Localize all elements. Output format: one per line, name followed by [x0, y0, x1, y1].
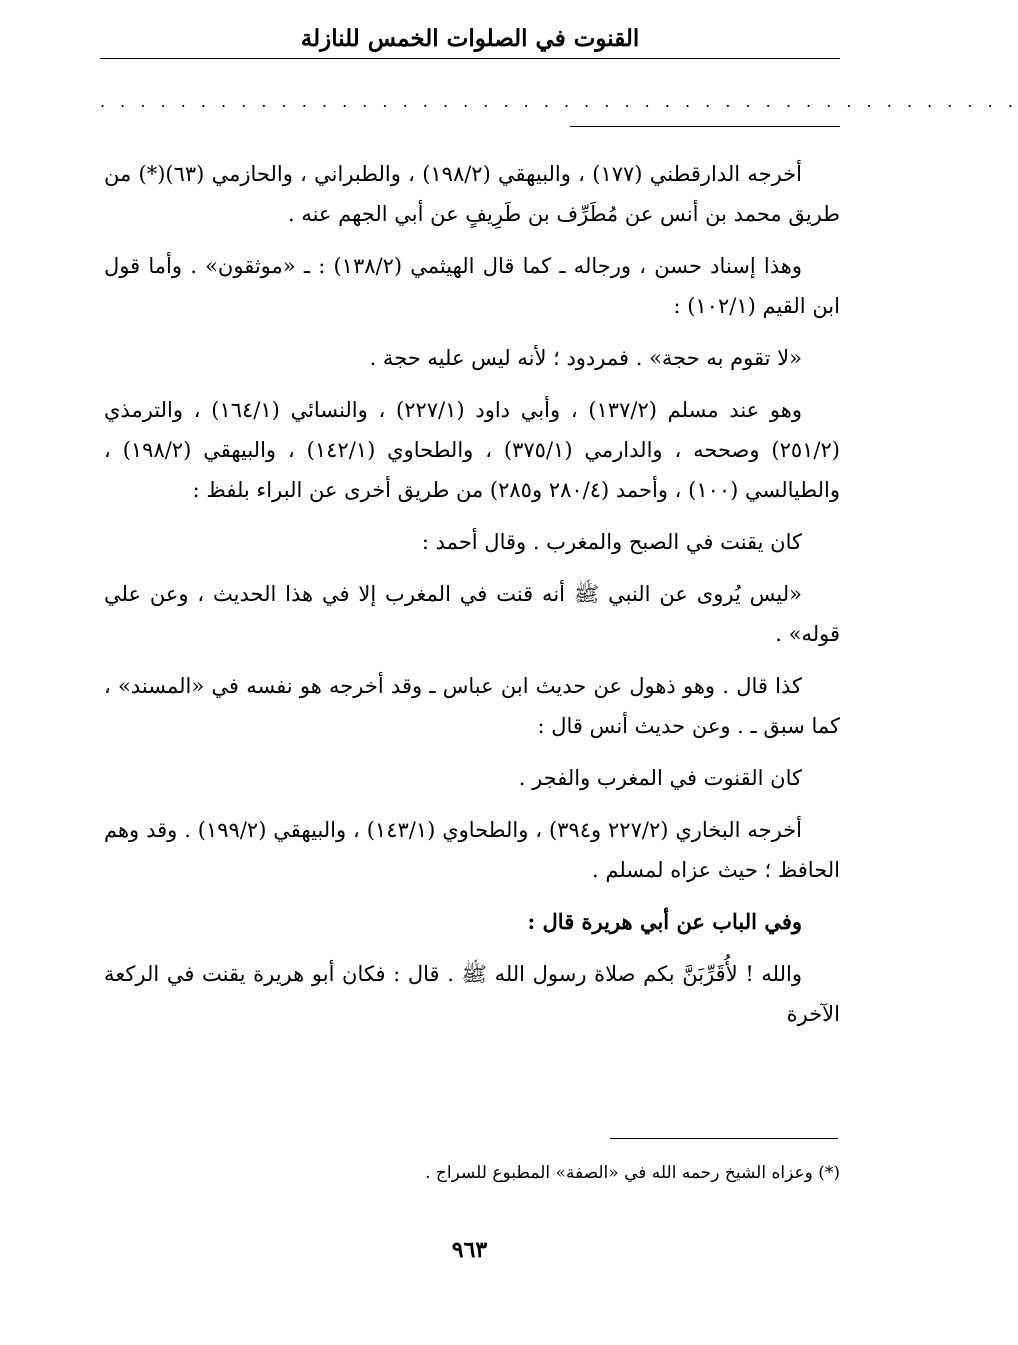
- footnote-rule: [610, 1138, 838, 1139]
- short-rule: [570, 126, 840, 127]
- paragraph-hadith-1: كان يقنت في الصبح والمغرب . وقال أحمد :: [421, 530, 802, 554]
- dotted-separator: . . . . . . . . . . . . . . . . . . . . . . . . . . . . . . . . . . . . . . . . . . . . . .: [100, 92, 1018, 111]
- paragraph-quote-2: «ليس يُروى عن النبي ﷺ أنه قنت في المغرب إلا في هذا الحديث ، وعن علي قوله» .: [104, 582, 840, 646]
- paragraph-takhrij-2: أخرجه البخاري (٢٢٧/٢ و٣٩٤) ، والطحاوي (١٤٣/١) ، والبيهقي (١٩٩/٢) . وقد وهم الحافظ ؛ حيث عزاه لمسلم .: [104, 818, 840, 882]
- paragraph-abu-hurayra: وفي الباب عن أبي هريرة قال :: [527, 909, 802, 934]
- paragraph-quote-1: «لا تقوم به حجة» . فمردود ؛ لأنه ليس عليه حجة .: [369, 346, 802, 370]
- paragraph-hadith-2: كان القنوت في المغرب والفجر .: [518, 766, 802, 790]
- body-text: [104, 154, 840, 1046]
- running-header-title: القنوت في الصلوات الخمس للنازلة: [300, 25, 640, 52]
- header-rule: [100, 58, 840, 59]
- paragraph-takhrij-1: أخرجه الدارقطني (١٧٧) ، والبيهقي (١٩٨/٢) ، والطبراني ، والحازمي (٦٣)(*) من طريق محمد بن أنس عن مُطَرِّف بن طَرِيفٍ عن أبي الجهم عنه .: [104, 162, 840, 226]
- paragraph-muslim: وهو عند مسلم (١٣٧/٢) ، وأبي داود (٢٢٧/١) ، والنسائي (١٦٤/١) ، والترمذي (٢٥١/٢) وصححه ، والدارمي (٣٧٥/١) ، والطحاوي (١٤٢/١) ، والبيهقي (١٩٨/٢) ، والطيالسي (١٠٠) ، وأحمد (٢٨٠/٤ و٢٨٥) من طريق أخرى عن البراء بلفظ :: [104, 398, 840, 502]
- footnote: (*) وعزاه الشيخ رحمه الله في «الصفة» المطبوع للسراج .: [425, 1163, 840, 1183]
- paragraph-isnad: وهذا إسناد حسن ، ورجاله ـ كما قال الهيثمي (١٣٨/٢) : ـ «موثقون» . وأما قول ابن القيم (١٠٢/١) :: [104, 254, 840, 318]
- page-number: ٩٦٣: [451, 1237, 488, 1263]
- paragraph-hadith-3: والله ! لأُقَرِّبَنَّ بكم صلاة رسول الله ﷺ . قال : فكان أبو هريرة يقنت في الركعة الآخرة: [104, 962, 840, 1026]
- paragraph-comment: كذا قال . وهو ذهول عن حديث ابن عباس ـ وقد أخرجه هو نفسه في «المسند» ، كما سبق ـ . وعن حديث أنس قال :: [104, 674, 840, 738]
